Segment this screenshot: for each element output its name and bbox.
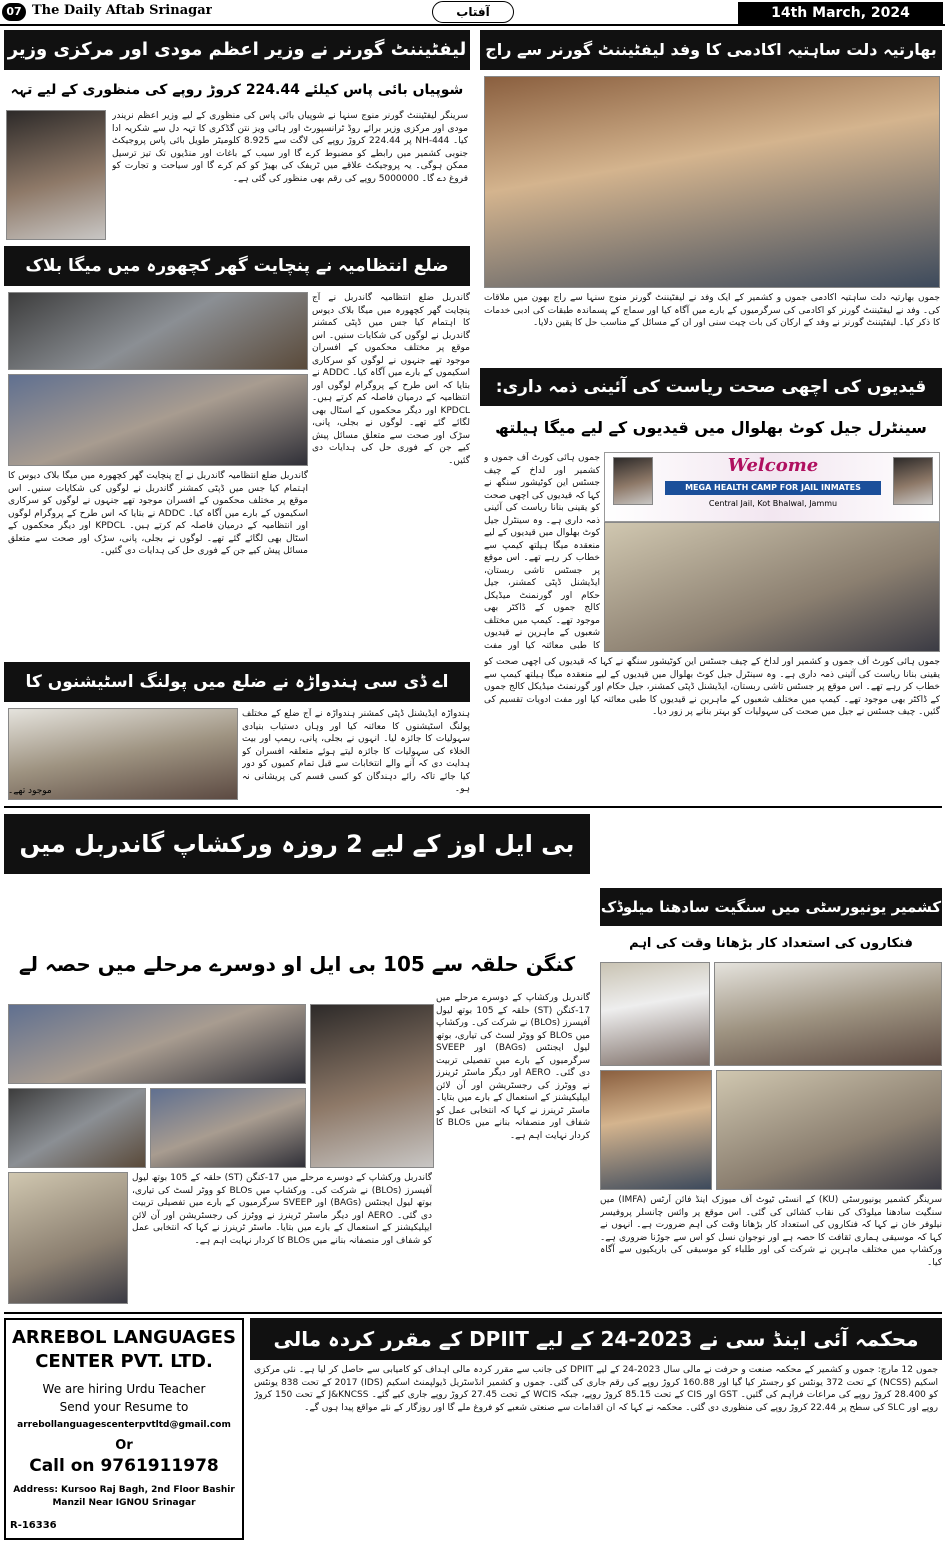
issue-date: 14th March, 2024 — [738, 2, 943, 24]
story-jail-body-cont: جموں ہائی کورٹ آف جموں و کشمیر اور لداخ کے چیف جسٹس این کوٹیشور سنگھ نے کہا کہ قیدیوں کی اچھی صحت کو یقینی بنانا ریاست کی آئینی ذمہ داری ہے۔ وہ سینٹرل جیل کوٹ بھلوال میں قیدیوں کے لیے منعقدہ میگا ہیلتھ کیمپ سے خطاب کر رہے تھے۔ اس موقع پر جسٹس تاشی ربستان، ایڈیشنل ڈپٹی کمشنر، جیل حکام اور گورنمنٹ میڈیکل کالج جموں کے ڈاکٹر بھی موجود تھے۔ کیمپ میں مختلف شعبوں کے ماہرین نے قیدیوں کا طبی معائنہ کیا اور مفت ادویات تقسیم کی گئیں۔ چیف جسٹس نے جیل میں صحت کی سہولیات کو بہتر بنانے پر زور دیا۔ — [484, 657, 940, 717]
ad-address: Address: Kursoo Raj Bagh, 2nd Floor Bashir Manzil Near IGNOU Srinagar — [13, 1485, 235, 1508]
ad-company: ARREBOL LANGUAGES CENTER PVT. LTD. — [12, 1327, 236, 1372]
ad-phone[interactable]: Call on 9761911978 — [29, 1456, 219, 1476]
masthead — [0, 0, 945, 26]
story-jail-subhead: سینٹرل جیل کوٹ بھلوال میں قیدیوں کے لیے میگا ہیلتھ — [495, 418, 927, 437]
story-music-subhead: فنکاروں کی استعداد کار بڑھانا وقت کی اہم — [629, 936, 913, 951]
lg-portrait-photo — [6, 110, 106, 240]
story-lg-subhead: شوپیاں بائی پاس کیلئے 224.44 کروڑ روپے کی منظوری کے لیے تہہ — [10, 82, 464, 98]
newspaper-logo: آفتاب — [432, 1, 514, 23]
ad-ref: R-16336 — [10, 1520, 57, 1531]
blockday-photo-2 — [8, 374, 308, 466]
section-divider-2 — [4, 1312, 942, 1314]
story-blackday-body: گاندربل ضلع انتظامیہ گاندربل نے آج پنچایت گھر کچھورہ میں میگا بلاک دیوس کا اہتمام کیا جس میں ڈپٹی کمشنر گاندربل نے لوگوں کی شکایات سنیں۔ اس موقع پر مختلف محکموں کے افسران موجود تھے جنہوں نے لوگوں کو سرکاری اسکیموں کے بارے میں آگاہ کیا۔ ADDC نے بتایا کہ اس طرح کے پروگرام لوگوں اور انتظامیہ کے درمیان فاصلہ کم کرتے ہیں۔ KPDCL اور دیگر محکموں کے اسٹال بھی لگائے گئے تھے۔ لوگوں نے بجلی، پانی، سڑک اور صحت سے متعلق مسائل پیش کیے جن کے فوری حل کی ہدایات دی گئیں۔ — [312, 293, 470, 466]
page-number: 07 — [2, 3, 26, 21]
music-room-photo — [714, 962, 942, 1066]
story-lg-body: سرینگر لیفٹیننٹ گورنر منوج سنہا نے شوپیاں بائی پاس کی منظوری کے لیے وزیر اعظم نریندر مودی اور مرکزی وزیر برائے روڈ ٹرانسپورٹ اور ہائی ویز نتن گڈکری کا تہہ دل سے شکریہ ادا کیا۔ NH-444 پر 224.44 کروڑ روپے کی لاگت سے 8.925 کلومیٹر طویل بائی پاس پروجیکٹ جنوبی کشمیر میں رابطے کو مضبوط کرے گا اور سیب کے باغات اور منڈیوں تک تیز ترسیل ممکن ہوگی۔ یہ پروجیکٹ علاقے میں ٹریفک کی بھیڑ کو کم کرے گا اور سیاحت و تجارت کو فروغ دے گا۔ 5000000 روپے کی رقم بھی منظور کی گئی ہے۔ — [112, 111, 468, 184]
banner-subtitle: MEGA HEALTH CAMP FOR JAIL INMATES — [665, 481, 881, 495]
story-workshop-headline: بی ایل اوز کے لیے 2 روزہ ورکشاپ گاندربل میں — [4, 814, 590, 874]
story-dpiit-body: جموں 12 مارچ: جموں و کشمیر کے محکمہ صنعت و حرفت نے مالی سال 2023-24 کے لیے DPIIT کی جانب سے مقرر کردہ مالی اہداف کو کامیابی سے حاصل کر لیا ہے۔ نئی مرکزی اسکیم (NCSS) کے تحت 372 یونٹس کو رجسٹر کیا گیا اور 160.88 کروڑ روپے کی رقم جاری کی گئی۔ جموں و کشمیر انڈسٹریل ڈیولپمنٹ اسکیم (IDS) 2017 کے تحت 838 یونٹس کو 28.400 کروڑ روپے کی مراعات فراہم کی گئیں۔ GST اور CIS کے تحت 85.15 کروڑ روپے، جبکہ WCIS کے تحت 27.45 کروڑ روپے جاری کیے گئے۔ J&KNCSS کے تحت 150 کروڑ روپے اور SLC کی سطح پر 22.44 کروڑ روپے کی منظوری دی گئی۔ محکمہ نے کہا کہ ان اقدامات سے صنعتی شعبے کو فروغ ملے گا اور روزگار کے نئے مواقع پیدا ہوں گے۔ — [254, 1365, 938, 1413]
banner-venue: Central Jail, Kot Bhalwal, Jammu — [708, 499, 838, 508]
story-workshop-body-cont: گاندربل ورکشاپ کے دوسرے مرحلے میں 17-کنگن (ST) حلقہ کے 105 بوتھ لیول آفیسرز (BLOs) نے شرکت کی۔ ورکشاپ میں BLOs کو ووٹر لسٹ کی تیاری، بوتھ لیول ایجنٹس (BAGs) اور SVEEP سرگرمیوں کے بارے میں تفصیلی تربیت دی گئی۔ AERO اور دیگر ماسٹر ٹرینرز نے ووٹرز کی رجسٹریشن اور آن لائن ایپلیکیشنز کے استعمال کے بارے میں بتایا۔ ماسٹر ٹرینرز نے کہا کہ انتخابی عمل کو شفاف اور منصفانہ بنانے میں BLOs کا کردار نہایت اہم ہے۔ — [132, 1173, 432, 1246]
polling-caption: موجود تھے۔ — [8, 786, 52, 796]
banner-welcome: Welcome — [727, 455, 819, 476]
ad-line2: Send your Resume to — [59, 1400, 189, 1414]
story-jail-headline: قیدیوں کی اچھی صحت ریاست کی آئینی ذمہ داری: — [480, 368, 942, 406]
jail-ribbon-cutting-photo — [604, 522, 940, 652]
music-vc-photo — [600, 962, 710, 1066]
ad-email[interactable]: arrebollanguagescenterpvtltd@gmail.com — [17, 1420, 231, 1430]
story-polling-headline: اے ڈی سی ہندواڑہ نے ضلع میں پولنگ اسٹیشنوں کا — [4, 662, 470, 702]
workshop-photo-1 — [8, 1004, 306, 1084]
story-jail-body: جموں ہائی کورٹ آف جموں و کشمیر اور لداخ کے چیف جسٹس این کوٹیشور سنگھ نے کہا کہ قیدیوں کی اچھی صحت کو یقینی بنانا ریاست کی آئینی ذمہ داری ہے۔ وہ سینٹرل جیل کوٹ بھلوال میں قیدیوں کے لیے منعقدہ میگا ہیلتھ کیمپ سے خطاب کر رہے تھے۔ اس موقع پر جسٹس تاشی ربستان، ایڈیشنل ڈپٹی کمشنر، جیل حکام اور گورنمنٹ میڈیکل کالج جموں کے ڈاکٹر بھی موجود تھے۔ کیمپ میں مختلف شعبوں کے ماہرین نے قیدیوں کا طبی معائنہ کیا اور مفت — [484, 453, 600, 651]
story-music-body: سرینگر کشمیر یونیورسٹی (KU) کے انسٹی ٹیوٹ آف میوزک اینڈ فائن آرٹس (IMFA) میں سنگیت سادھنا میلوڈک کی نقاب کشائی کی گئی۔ اس موقع پر وائس چانسلر پروفیسر نیلوفر خان نے کہا کہ فنکاروں کی استعداد کار بڑھانا وقت کی اہم ضرورت ہے۔ انہوں نے کہا کہ موسیقی ہماری ثقافت کا حصہ ہے اور نوجوان نسل کو اس سے جوڑنا ضروری ہے۔ ورکشاپ میں مختلف ماہرین نے شرکت کی اور طلباء کو موسیقی کی باریکیوں سے آگاہ کیا۔ — [600, 1195, 942, 1268]
story-dpiit-headline: محکمہ آئی اینڈ سی نے 2023-24 کے لیے DPIIT کے مقرر کردہ مالی — [250, 1318, 942, 1360]
ad-or: Or — [115, 1438, 133, 1453]
banner-justice-right-photo — [893, 457, 933, 505]
ad-line1: We are hiring Urdu Teacher — [42, 1382, 206, 1396]
story-lg-headline: لیفٹیننٹ گورنر نے وزیر اعظم مودی اور مرکزی وزیر — [4, 30, 470, 70]
jail-camp-banner — [604, 452, 940, 522]
workshop-speaker-photo — [310, 1004, 434, 1168]
music-performance-photo — [716, 1070, 942, 1190]
publication-name: The Daily Aftab Srinagar — [32, 3, 213, 18]
workshop-photo-4 — [8, 1172, 128, 1304]
story-sahitya-body: جموں بھارتیہ دلت ساہتیہ اکادمی جموں و کشمیر کے ایک وفد نے لیفٹیننٹ گورنر منوج سنہا سے راج بھون میں ملاقات کی۔ وفد نے لیفٹیننٹ گورنر کو اکادمی کی سرگرمیوں کے بارے میں آگاہ کیا اور سماج کے پسماندہ طبقات کی ادبی خدمات کا ذکر کیا۔ لیفٹیننٹ گورنر نے وفد کے ارکان کی بات چیت سنی اور ان کے مسائل کے مناسب حل کا یقین دلایا۔ — [484, 293, 940, 328]
story-workshop-body: گاندربل ورکشاپ کے دوسرے مرحلے میں 17-کنگن (ST) حلقہ کے 105 بوتھ لیول آفیسرز (BLOs) نے شرکت کی۔ ورکشاپ میں BLOs کو ووٹر لسٹ کی تیاری، بوتھ لیول ایجنٹس (BAGs) اور SVEEP سرگرمیوں کے بارے میں تفصیلی تربیت دی گئی۔ AERO اور دیگر ماسٹر ٹرینرز نے ووٹرز کی رجسٹریشن اور آن لائن ایپلیکیشنز کے استعمال کے بارے میں بتایا۔ ماسٹر ٹرینرز نے کہا کہ انتخابی عمل کو شفاف اور منصفانہ بنانے میں BLOs کا کردار نہایت اہم ہے۔ — [436, 993, 590, 1141]
music-seal-photo — [600, 1070, 712, 1190]
story-blackday-body-cont: گاندربل ضلع انتظامیہ گاندربل نے آج پنچایت گھر کچھورہ میں میگا بلاک دیوس کا اہتمام کیا جس میں ڈپٹی کمشنر گاندربل نے لوگوں کی شکایات سنیں۔ اس موقع پر مختلف محکموں کے افسران موجود تھے جنہوں نے لوگوں کو سرکاری اسکیموں کے بارے میں آگاہ کیا۔ ADDC نے بتایا کہ اس طرح کے پروگرام لوگوں اور انتظامیہ کے درمیان فاصلہ کم کرتے ہیں۔ KPDCL اور دیگر محکموں کے اسٹال بھی لگائے گئے تھے۔ لوگوں نے بجلی، پانی، سڑک اور صحت سے متعلق مسائل پیش کیے جن کے فوری حل کی ہدایات دی گئیں۔ — [8, 471, 308, 556]
recruitment-ad — [4, 1318, 244, 1540]
story-polling-body: ہندواڑہ ایڈیشنل ڈپٹی کمشنر ہندواڑہ نے آج ضلع کے مختلف پولنگ اسٹیشنوں کا معائنہ کیا اور وہاں دستیاب بنیادی سہولیات کا جائزہ لیا۔ انہوں نے بجلی، پانی، ریمپ اور بیت الخلاء کی سہولیات کا جائزہ لیتے ہوئے متعلقہ افسران کو ہدایت دی کہ آنے والے انتخابات سے قبل تمام کمیوں کو دور کیا جائے تاکہ رائے دہندگان کو کسی قسم کی پریشانی نہ ہو۔ — [242, 709, 470, 794]
workshop-photo-2 — [8, 1088, 146, 1168]
banner-justice-left-photo — [613, 457, 653, 505]
story-sahitya-headline: بھارتیہ دلت ساہتیہ اکادمی کا وفد لیفٹیننٹ گورنر سے راج — [480, 30, 942, 70]
sahitya-delegation-photo — [484, 76, 940, 288]
story-music-headline: کشمیر یونیورسٹی میں سنگیت سادھنا میلوڈک — [600, 888, 942, 926]
section-divider — [4, 806, 942, 808]
workshop-photo-3 — [150, 1088, 306, 1168]
story-workshop-subhead: کنگن حلقہ سے 105 بی ایل او دوسرے مرحلے میں حصہ لے — [18, 952, 576, 976]
story-blackday-headline: ضلع انتظامیہ نے پنچایت گھر کچھورہ میں میگا بلاک — [4, 246, 470, 286]
blockday-photo-1 — [8, 292, 308, 370]
